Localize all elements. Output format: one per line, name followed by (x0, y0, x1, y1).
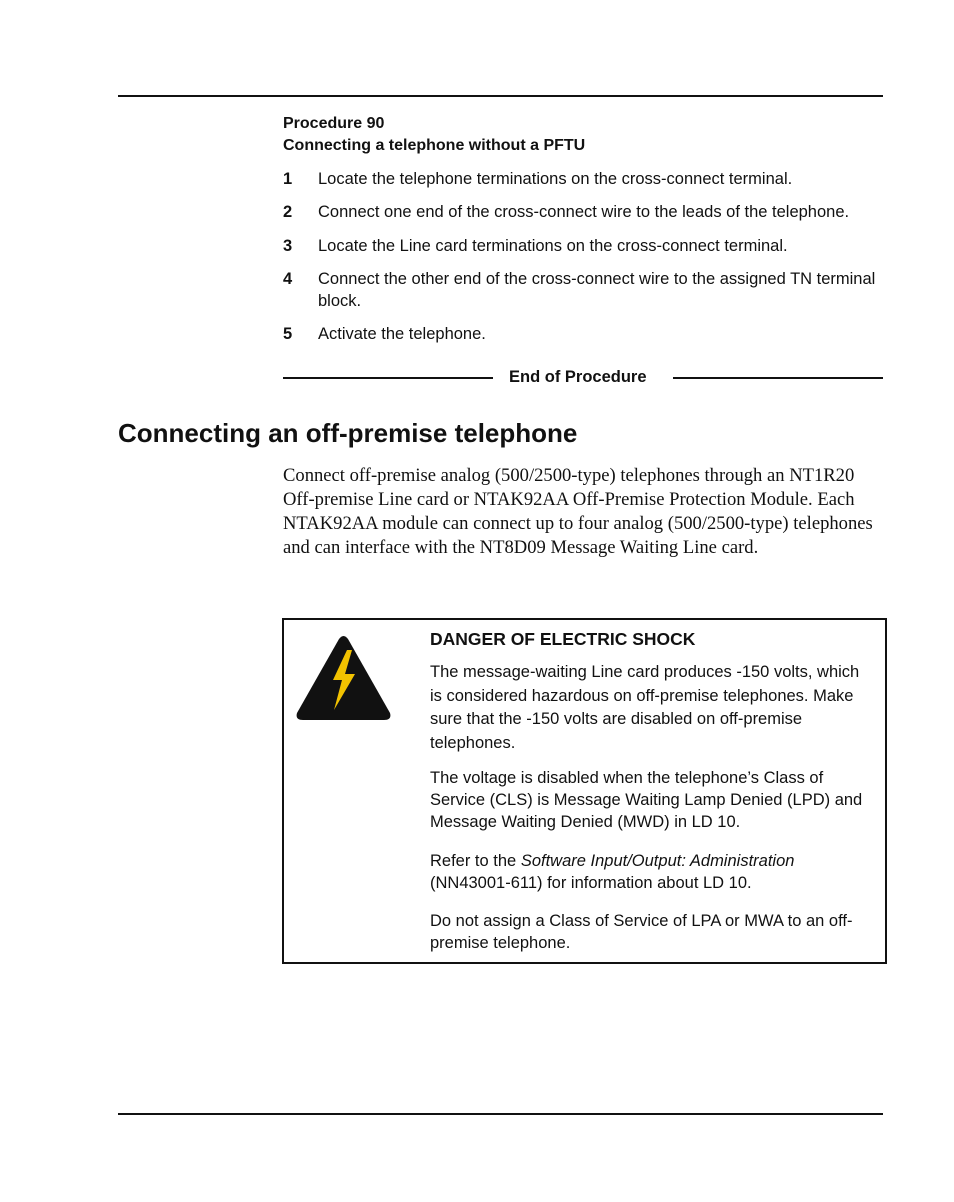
danger-paragraph: The voltage is disabled when the telephone’s Class of Service (CLS) is Message Waiting Lamp Denied (LPD) and Message Waiting Denied (MWD) in LD 10. (430, 769, 863, 831)
danger-paragraph (430, 850, 870, 894)
procedure-title: Connecting a telephone without a PFTU (283, 137, 586, 154)
step-number: 5 (283, 325, 293, 343)
danger-notice-box (282, 618, 887, 964)
step-number: 2 (283, 203, 293, 221)
end-of-procedure-label: End of Procedure (509, 368, 647, 386)
procedure-number: Procedure 90 (283, 115, 385, 132)
header-rule (118, 95, 883, 97)
reference-text: Refer to the (430, 852, 521, 870)
danger-title: DANGER OF ELECTRIC SHOCK (430, 629, 696, 649)
step-text: Connect the other end of the cross-connect wire to the assigned TN terminal block. (318, 270, 876, 310)
step-text: Locate the Line card terminations on the cross-connect terminal. (318, 237, 788, 255)
footer-rule (118, 1113, 883, 1115)
body-paragraph: Connect off-premise analog (500/2500-type) telephones through an NT1R20 Off-premise Line card or NTAK92AA Off-Premise Protection Module. Each NTAK92AA module can connect up to four analog (500/2500-type) telephones and can interface with the NT8D09 Message Waiting Line card. (283, 465, 873, 558)
step-number: 1 (283, 170, 293, 188)
step-number: 4 (283, 270, 293, 288)
step-text: Locate the telephone terminations on the cross-connect terminal. (318, 170, 793, 188)
step-number: 3 (283, 237, 293, 255)
danger-paragraph: The message-waiting Line card produces -150 volts, which is considered hazardous on off-premise telephones. Make sure that the -150 volts are disabled on off-premise telephones. (430, 663, 860, 752)
electric-shock-warning-icon (295, 634, 392, 722)
section-heading: Connecting an off-premise telephone (118, 418, 578, 448)
step-text: Connect one end of the cross-connect wire to the leads of the telephone. (318, 203, 850, 221)
step-text: Activate the telephone. (318, 325, 486, 343)
document-title-reference: Software Input/Output: Administration (520, 852, 795, 870)
end-of-procedure-rule-left (283, 377, 493, 379)
reference-text: (NN43001-611) for information about LD 10. (430, 874, 752, 892)
end-of-procedure-rule-right (673, 377, 883, 379)
danger-paragraph: Do not assign a Class of Service of LPA or MWA to an off-premise telephone. (430, 912, 853, 952)
